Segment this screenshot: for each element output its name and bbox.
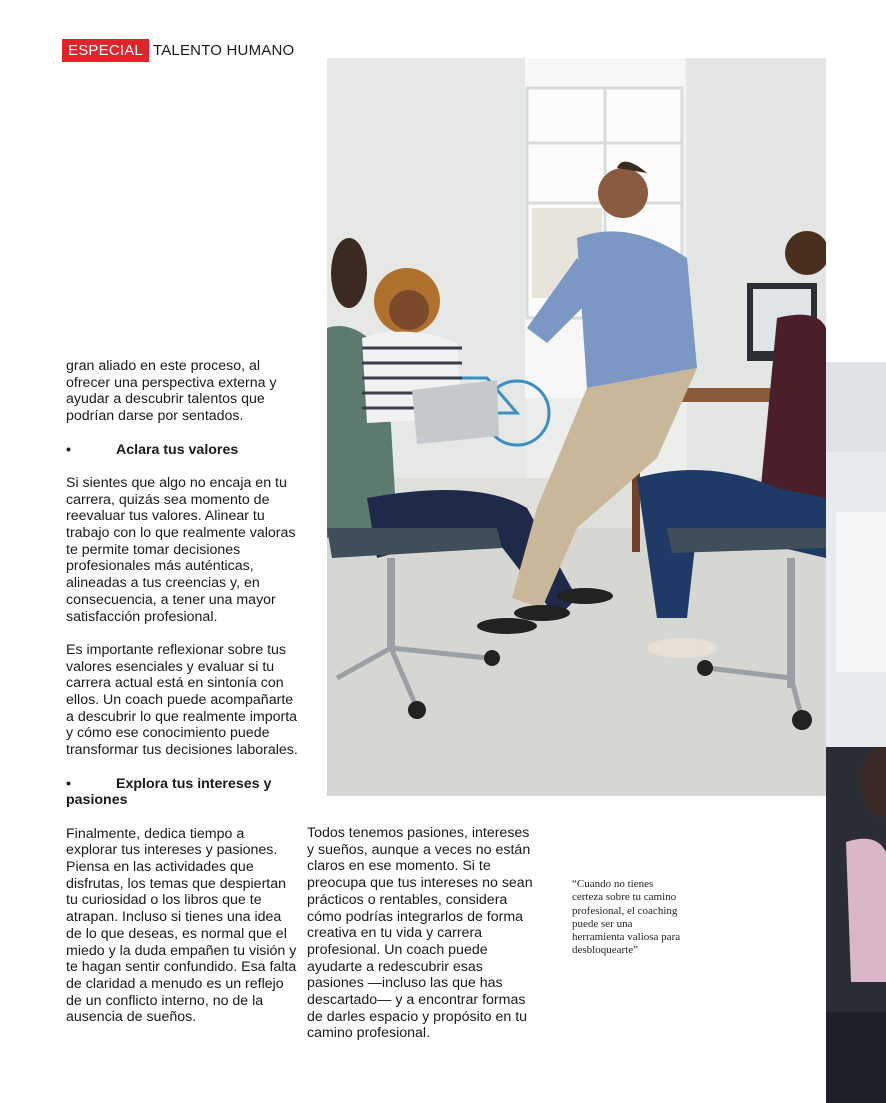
special-tag: ESPECIAL <box>62 39 149 62</box>
bullet-heading-text: Aclara tus valores <box>116 441 239 458</box>
section-header <box>62 38 294 63</box>
bullet-heading-text: Explora tus intereses y pasiones <box>66 775 272 809</box>
photo-illustration <box>327 58 826 796</box>
office-team-photo <box>327 58 826 796</box>
pull-quote: “Cuando no tienes certeza sobre tu camino profesional, el coaching puede ser una herramienta valiosa para desbloquearte” <box>572 878 681 957</box>
bullet-heading-values <box>66 442 298 459</box>
values-paragraph-2: Es importante reflexionar sobre tus valores esenciales y evaluar si tu carrera actual está en sintonía con ellos. Un coach puede acompañarte a descubrir lo que realmente importa y cómo ese conocimiento puede transformar tus decisiones laborales. <box>66 641 298 759</box>
bullet-heading-interests <box>66 776 298 809</box>
bullet-marker: • <box>66 441 71 458</box>
values-paragraph-1: Si sientes que algo no encaja en tu carrera, quizás sea momento de reevaluar tus valores. Alinear tu trabajo con lo que realmente valoras te permite tomar decisiones profesionales más auténticas, alineadas a tus creencias y, en consecuencia, a tener una mayor satisfacción profesional. <box>66 474 296 625</box>
intro-paragraph: gran aliado en este proceso, al ofrecer una perspectiva externa y ayudar a descubrir talentos que podrían darse por sentados. <box>66 358 277 425</box>
bullet-marker: • <box>66 775 71 792</box>
interests-paragraph: Finalmente, dedica tiempo a explorar tus intereses y pasiones. Piensa en las actividades que disfrutas, los temas que despiertan tu curiosidad o los libros que te atrapan. Incluso si tienes una idea de lo que deseas, es normal que el miedo y la duda empañen tu visión y te hagan sentir confundido. Esa falta de claridad a menudo es un reflejo de un conflicto interno, no de la ausencia de sueños. <box>66 825 297 1026</box>
section-title: TALENTO HUMANO <box>152 42 295 59</box>
passions-paragraph: Todos tenemos pasiones, intereses y sueños, aunque a veces no están claros en ese momento. Si te preocupa que tus intereses no sean prácticos o rentables, considera cómo podrías integrarlos de forma creativa en tu vida y carrera profesional. Un coach puede ayudarte a redescubrir esas pasiones —incluso las que has descartado— y a encontrar formas de darles espacio y propósito en tu camino profesional. <box>307 825 533 1042</box>
text-column-left <box>66 358 298 1043</box>
edge-photo-illustration <box>826 362 886 1103</box>
adjacent-page-edge-photo <box>826 362 886 1103</box>
text-column-middle <box>307 825 539 1059</box>
